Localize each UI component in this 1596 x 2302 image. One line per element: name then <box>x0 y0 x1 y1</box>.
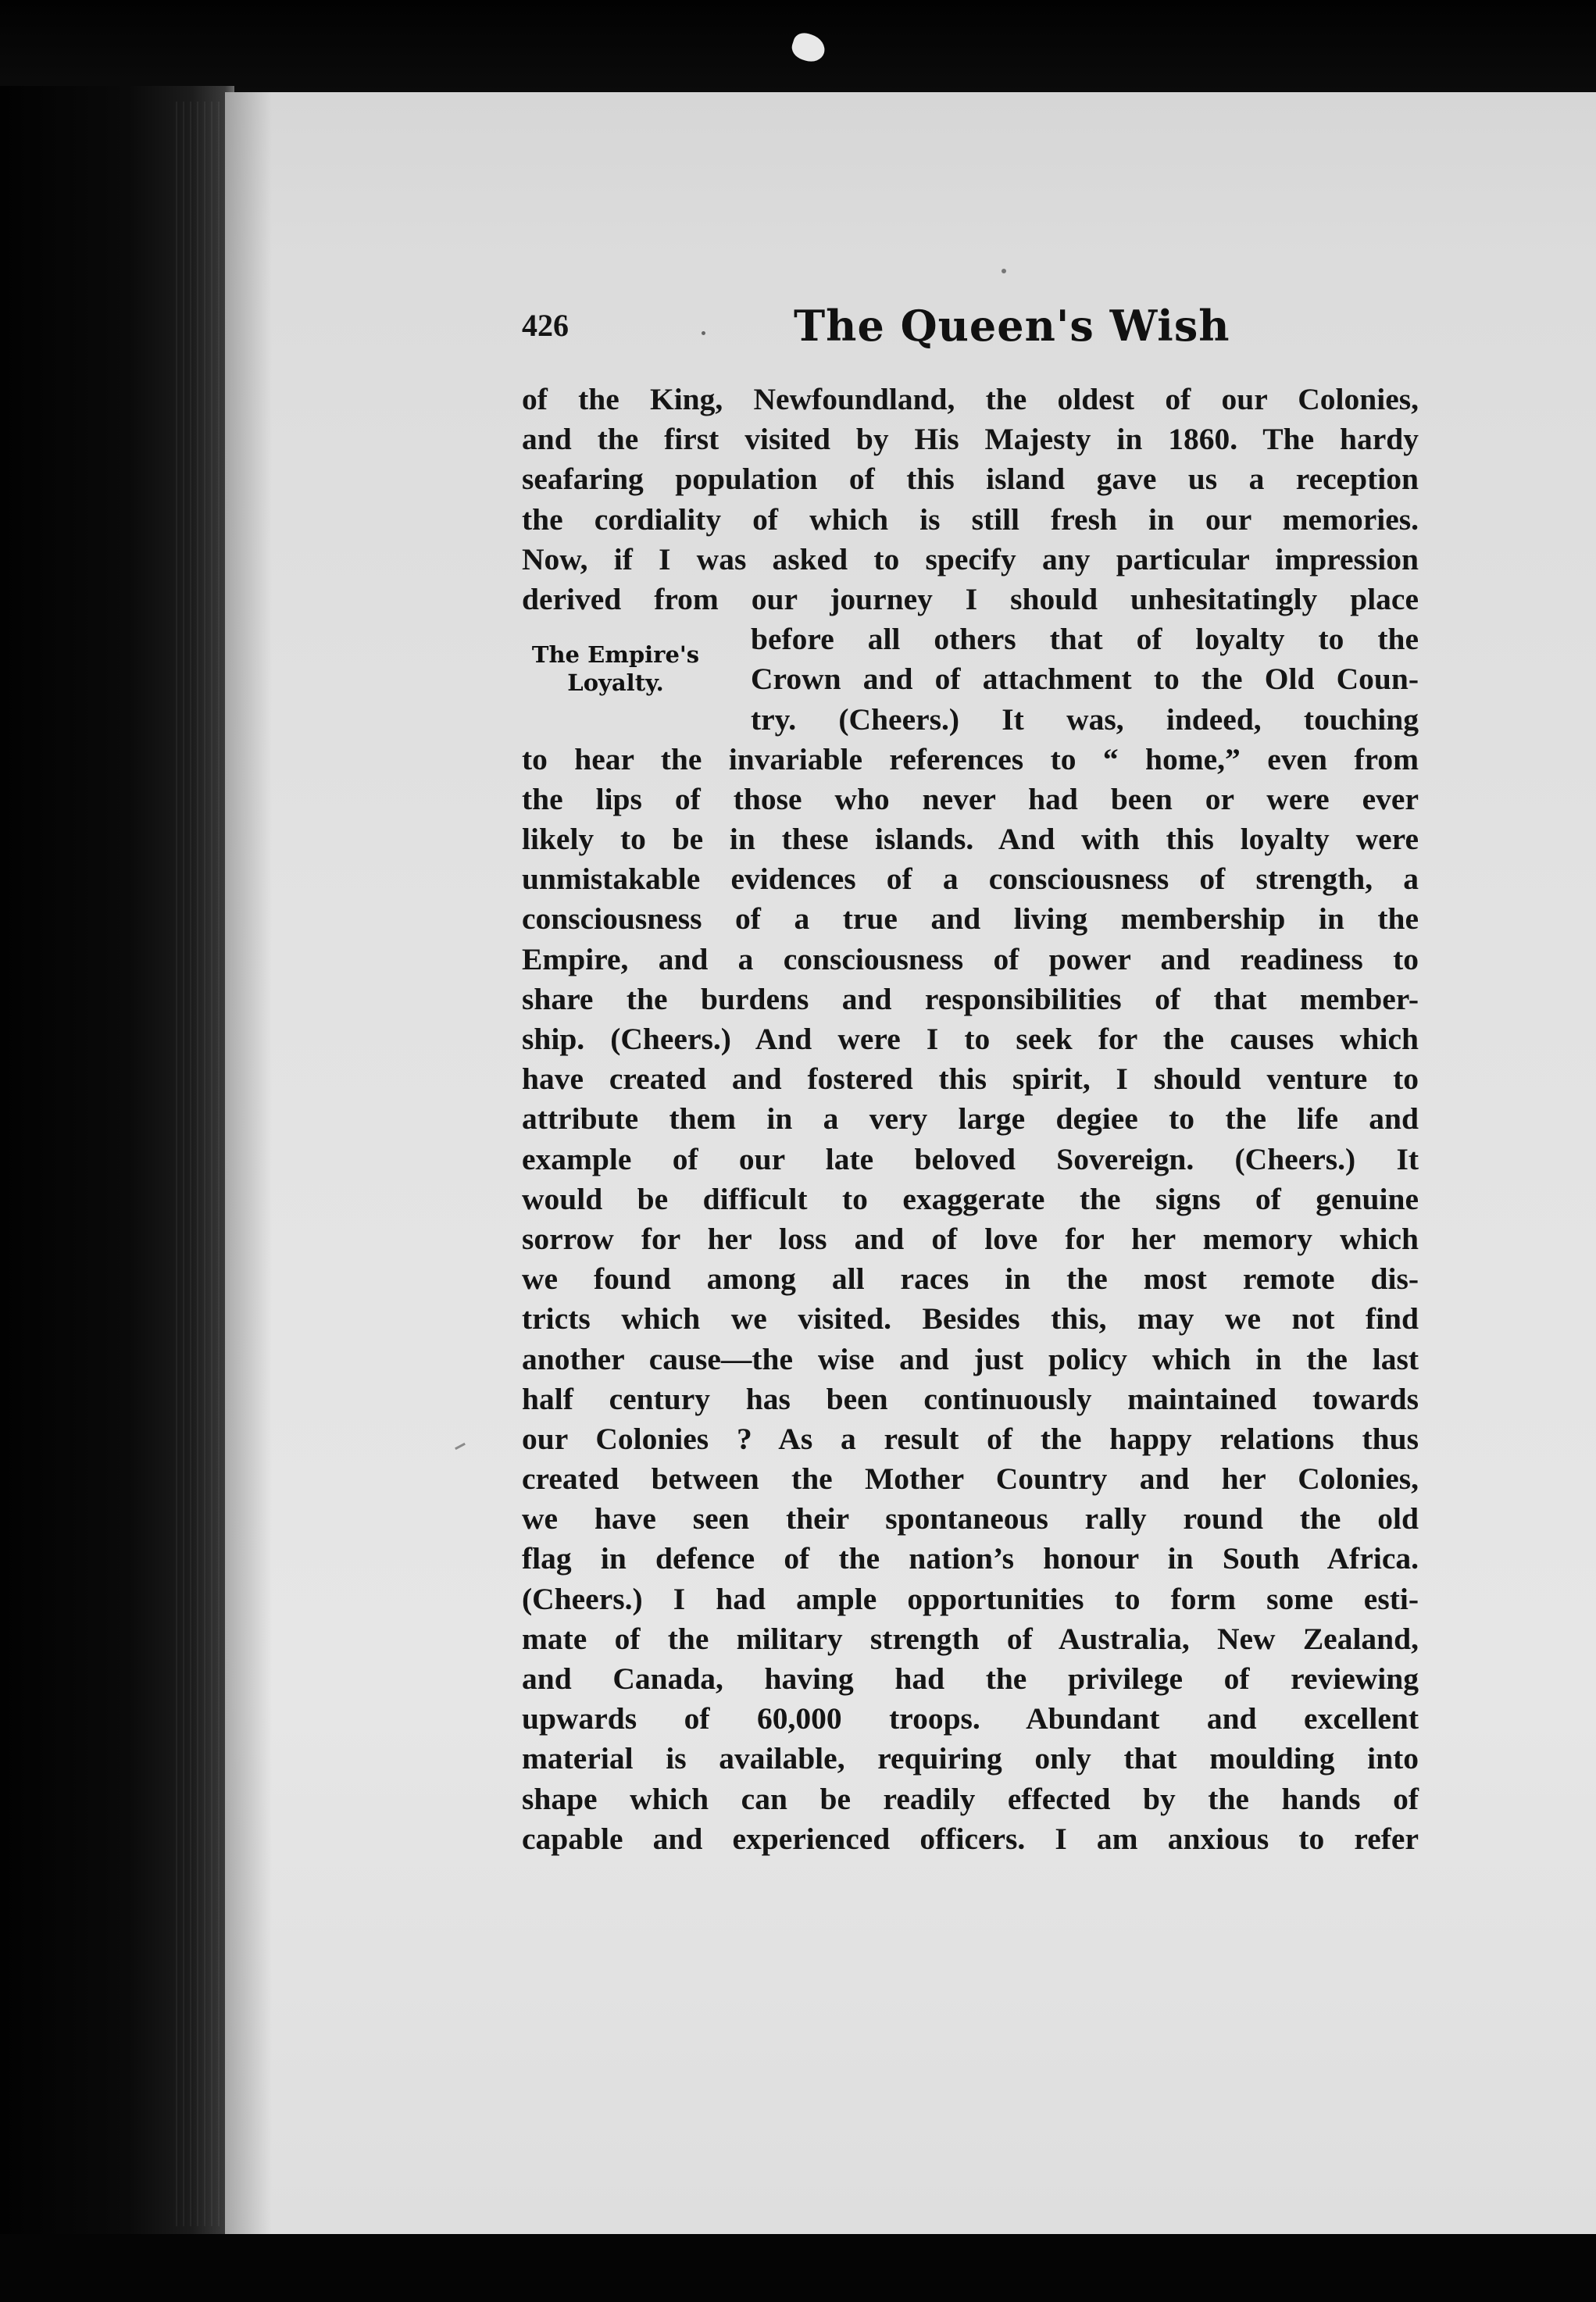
text-line: to hear the invariable references to “ home,” even from <box>522 741 1419 776</box>
text-line: example of our late beloved Sovereign. (Cheers.) It <box>522 1141 1419 1176</box>
text-line: try. (Cheers.) It was, indeed, touching <box>751 701 1419 737</box>
text-line: unmistakable evidences of a consciousness of strength, a <box>522 862 1419 897</box>
text-line: created between the Mother Country and her Colonies, <box>522 1462 1419 1497</box>
text-line: the cordiality of which is still fresh in our memories. <box>522 501 1419 537</box>
page-gutter-shadow <box>225 92 272 2234</box>
text-line: we have seen their spontaneous rally round the old <box>522 1501 1419 1536</box>
text-line: and the first visited by His Majesty in 1860. The hardy <box>522 422 1419 457</box>
marginal-note-line: The Empire's <box>531 641 700 668</box>
text-line: shape which can be readily effected by the hands of <box>522 1781 1419 1816</box>
text-line: capable and experienced officers. I am anxious to refer <box>522 1821 1419 1856</box>
text-line: sorrow for her loss and of love for her memory which <box>522 1221 1419 1256</box>
text-line: seafaring population of this island gave us a reception <box>522 462 1419 497</box>
running-head <box>522 301 1420 363</box>
body-text <box>522 380 1419 1859</box>
text-line: share the burdens and responsibilities of that member- <box>522 981 1419 1016</box>
text-line: (Cheers.) I had ample opportunities to form some esti- <box>522 1581 1419 1616</box>
text-line: consciousness of a true and living membership in the <box>522 901 1419 937</box>
text-line: ship. (Cheers.) And were I to seek for the causes which <box>522 1022 1419 1056</box>
text-line: attribute them in a very large degiee to the life and <box>522 1101 1419 1137</box>
text-line: material is available, requiring only that moulding into <box>522 1741 1419 1776</box>
text-line: the lips of those who never had been or were ever <box>522 781 1419 816</box>
text-line: Crown and of attachment to the Old Coun- <box>751 662 1419 697</box>
text-line: mate of the military strength of Australia, New Zealand, <box>522 1621 1419 1656</box>
page-number: 426 <box>522 308 569 343</box>
page-blemish <box>1002 269 1006 273</box>
text-line: another cause—the wise and just policy which in the last <box>522 1341 1419 1376</box>
text-line: before all others that of loyalty to the <box>751 622 1419 657</box>
text-line: Now, if I was asked to specify any particular impression <box>522 541 1419 576</box>
scan-border-bottom <box>0 2234 1596 2302</box>
text-line: have created and fostered this spirit, I should venture to <box>522 1062 1419 1097</box>
text-line: derived from our journey I should unhesitatingly place <box>522 581 1419 616</box>
text-line: our Colonies ? As a result of the happy relations thus <box>522 1421 1419 1456</box>
text-line: tricts which we visited. Besides this, may we not find <box>522 1301 1419 1337</box>
text-line: we found among all races in the most remote dis- <box>522 1262 1419 1297</box>
text-line: Empire, and a consciousness of power and readiness to <box>522 941 1419 976</box>
marginal-note-line: Loyalty. <box>567 669 664 696</box>
text-line: likely to be in these islands. And with this loyalty were <box>522 822 1419 857</box>
text-line: and Canada, having had the privilege of reviewing <box>522 1661 1419 1696</box>
text-line: flag in defence of the nation’s honour in South Africa. <box>522 1541 1419 1576</box>
text-line: would be difficult to exaggerate the signs of genuine <box>522 1181 1419 1216</box>
text-line: of the King, Newfoundland, the oldest of our Colonies, <box>522 382 1419 416</box>
text-line: upwards of 60,000 troops. Abundant and excellent <box>522 1701 1419 1736</box>
binding-texture <box>176 102 230 2226</box>
running-title: The Queen's Wish <box>794 301 1230 351</box>
text-line: half century has been continuously maintained towards <box>522 1381 1419 1416</box>
